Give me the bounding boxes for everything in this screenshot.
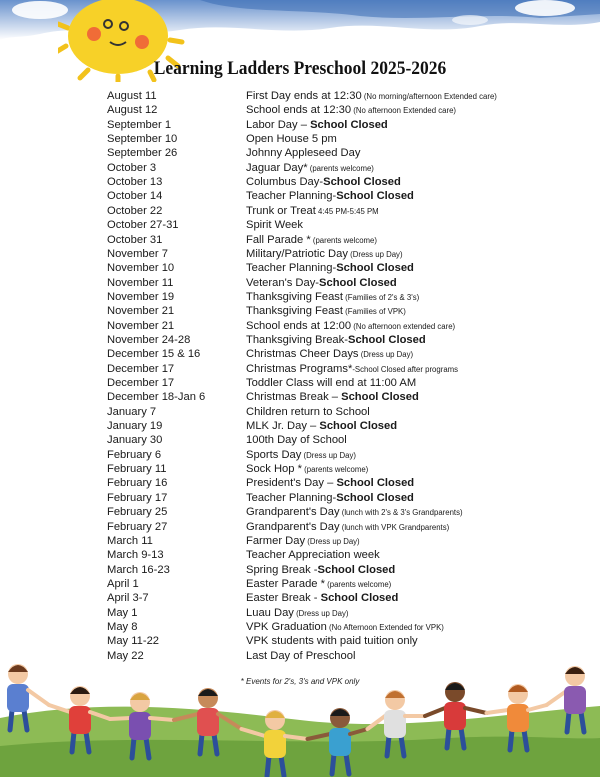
calendar-row (0, 218, 600, 232)
event-date: October 14 (107, 190, 163, 203)
event-title: VPK students with paid tuition only (246, 635, 418, 648)
event-date: October 27-31 (107, 219, 179, 232)
page-title: Learning Ladders Preschool 2025-2026 (153, 58, 447, 79)
event-title: Teacher Planning- (246, 190, 337, 203)
calendar-row (0, 419, 600, 433)
event-description (246, 233, 377, 248)
event-note: (Dress up Day) (305, 536, 360, 546)
event-date: March 16-23 (107, 563, 170, 576)
event-date: December 17 (107, 362, 175, 375)
event-title: Toddler Class will end at 11:00 AM (246, 377, 417, 389)
closed-label: School Closed (323, 176, 401, 189)
event-date: October 13 (107, 176, 163, 189)
calendar-row (0, 563, 600, 577)
calendar-row (0, 189, 600, 203)
event-note: (parents welcome) (307, 163, 374, 173)
event-title: Teacher Planning- (246, 491, 337, 504)
event-note: (No Afternoon Extended for VPK) (326, 622, 444, 632)
event-title: Luau Day (246, 606, 294, 619)
event-description (246, 132, 337, 146)
event-title: Spirit Week (246, 219, 303, 232)
event-description (246, 290, 419, 305)
calendar-row (0, 505, 600, 519)
event-description (246, 118, 388, 132)
calendar-row (0, 347, 600, 361)
event-note: (No afternoon Extended care) (351, 106, 457, 116)
event-date: August 12 (107, 104, 158, 117)
event-description (246, 476, 414, 490)
event-title: Farmer Day (246, 534, 306, 547)
event-description (246, 146, 360, 160)
event-note: (Families of 2's & 3's) (343, 292, 420, 302)
calendar-row (0, 161, 600, 175)
event-date: February 25 (107, 506, 168, 519)
event-description (246, 347, 413, 362)
event-description (246, 218, 303, 232)
event-description (246, 505, 463, 520)
event-date: November 10 (107, 262, 175, 275)
event-description (246, 189, 414, 203)
closed-label: School Closed (336, 491, 414, 504)
closed-label: School Closed (347, 333, 426, 346)
event-date: January 7 (107, 405, 157, 418)
event-note: (lunch with VPK Grandparents) (339, 522, 450, 532)
event-date: March 9-13 (107, 549, 164, 562)
event-date: May 11-22 (107, 635, 160, 648)
event-description (246, 261, 414, 275)
event-title: MLK Jr. Day – (246, 420, 320, 433)
event-note: (Dress up Day) (293, 608, 349, 618)
calendar-row (0, 175, 600, 189)
closed-label: School Closed (341, 391, 419, 404)
event-description (246, 577, 391, 592)
calendar-row (0, 548, 600, 562)
closed-label: School Closed (320, 592, 399, 605)
event-date: September 1 (107, 118, 172, 131)
closed-label: School Closed (319, 276, 397, 289)
event-title: Sock Hop * (246, 463, 302, 476)
event-date: October 3 (107, 161, 157, 174)
calendar-row (0, 261, 600, 275)
event-title: Grandparent's Day (246, 506, 340, 519)
calendar-row (0, 606, 600, 620)
calendar-row (0, 577, 600, 591)
event-description (246, 362, 458, 377)
closed-label: School Closed (336, 477, 415, 490)
calendar-row (0, 433, 600, 447)
calendar-row (0, 491, 600, 505)
event-date: August 11 (107, 90, 157, 102)
event-description (246, 462, 368, 477)
event-date: April 1 (107, 577, 139, 590)
event-title: Spring Break - (246, 563, 318, 576)
event-description (246, 520, 449, 535)
event-date: May 8 (107, 620, 138, 633)
calendar-row (0, 89, 600, 103)
event-note: (parents welcome) (301, 465, 369, 475)
calendar-row (0, 319, 600, 333)
event-title: Veteran's Day- (246, 276, 320, 289)
event-note: (Dress up Day) (347, 249, 403, 259)
event-date: February 6 (107, 448, 162, 461)
event-title: Easter Break - (246, 592, 321, 605)
closed-label: School Closed (317, 563, 396, 576)
event-date: March 11 (107, 534, 153, 547)
calendar-row (0, 462, 600, 476)
event-note: (Families of VPK) (343, 307, 406, 317)
calendar-row (0, 520, 600, 534)
event-description (246, 390, 419, 404)
event-title: Christmas Break – (246, 391, 342, 404)
event-date: May 22 (107, 649, 144, 662)
event-title: School ends at 12:00 (246, 319, 352, 332)
event-date: December 15 & 16 (107, 348, 201, 361)
event-title: Christmas Cheer Days (246, 348, 359, 361)
event-description (246, 548, 380, 562)
event-date: November 21 (107, 305, 175, 318)
children-illustration (0, 628, 600, 777)
event-title: Military/Patriotic Day (246, 247, 348, 260)
event-description (246, 89, 497, 104)
event-description (246, 204, 379, 219)
event-date: December 17 (107, 377, 175, 389)
event-note: (Dress up Day) (301, 450, 356, 460)
event-date: January 30 (107, 434, 163, 447)
event-title: Thanksgiving Feast (246, 290, 344, 303)
event-title: Last Day of Preschool (246, 649, 356, 662)
event-title: Thanksgiving Break- (246, 333, 348, 346)
event-date: November 24-28 (107, 333, 191, 346)
closed-label: School Closed (336, 190, 414, 203)
event-title: Christmas Programs* (246, 362, 353, 375)
event-title: Easter Parade * (246, 577, 325, 590)
calendar-row (0, 405, 600, 419)
event-title: Trunk or Treat (246, 204, 316, 217)
event-title: President's Day – (246, 477, 337, 490)
event-note: (lunch with 2's & 3's Grandparents) (339, 508, 463, 518)
event-description (246, 405, 370, 419)
event-title: Open House 5 pm (246, 133, 337, 146)
event-description (246, 276, 397, 290)
calendar-row (0, 591, 600, 605)
event-date: February 16 (107, 477, 168, 490)
event-title: Grandparent's Day (246, 520, 340, 533)
calendar-row (0, 118, 600, 132)
event-description (246, 491, 414, 505)
calendar-row (0, 362, 600, 376)
event-date: February 11 (107, 463, 167, 476)
event-title: Fall Parade * (246, 233, 311, 246)
event-note: (Dress up Day) (358, 350, 414, 360)
event-title: Columbus Day- (246, 176, 324, 189)
closed-label: School Closed (310, 118, 388, 131)
event-title: 100th Day of School (246, 434, 347, 447)
event-date: October 22 (107, 204, 163, 217)
event-date: November 7 (107, 247, 168, 260)
event-date: November 21 (107, 319, 175, 332)
event-description (246, 333, 426, 347)
calendar-row (0, 304, 600, 318)
event-date: November 19 (107, 290, 175, 303)
event-title: Johnny Appleseed Day (246, 147, 361, 160)
event-description (246, 319, 455, 334)
calendar-row (0, 233, 600, 247)
event-note: -School Closed after programs (352, 364, 459, 374)
calendar-row (0, 247, 600, 261)
calendar-row (0, 146, 600, 160)
calendar-row (0, 276, 600, 290)
event-title: Labor Day – (246, 118, 311, 131)
calendar-row (0, 476, 600, 490)
calendar-row (0, 290, 600, 304)
event-description (246, 433, 347, 447)
event-description (246, 448, 356, 463)
event-description (246, 376, 416, 390)
event-date: September 26 (107, 147, 178, 160)
event-date: May 1 (107, 606, 138, 619)
event-title: Thanksgiving Feast (246, 305, 344, 318)
calendar-row (0, 132, 600, 146)
calendar-row (0, 204, 600, 218)
event-date: October 31 (107, 233, 163, 246)
event-date: January 19 (107, 420, 163, 433)
calendar-row (0, 534, 600, 548)
event-description (246, 304, 406, 319)
footnote: * Events for 2's, 3's and VPK only (240, 677, 360, 686)
event-title: Teacher Planning- (246, 262, 337, 275)
event-date: February 17 (107, 491, 168, 504)
calendar-row (0, 333, 600, 347)
event-title: School ends at 12:30 (246, 104, 352, 117)
event-date: April 3-7 (107, 592, 149, 605)
event-note: (parents welcome) (310, 235, 377, 245)
closed-label: School Closed (319, 420, 398, 433)
event-note: (No afternoon extended care) (351, 321, 456, 331)
calendar-row (0, 390, 600, 404)
calendar-row (0, 448, 600, 462)
event-note: 4:45 PM-5:45 PM (315, 206, 379, 216)
event-description (246, 175, 401, 189)
event-description (246, 419, 397, 433)
event-description (246, 563, 395, 577)
event-date: September 10 (107, 133, 178, 146)
event-note: (parents welcome) (324, 579, 392, 589)
closed-label: School Closed (336, 262, 414, 275)
event-description (246, 606, 349, 621)
event-date: December 18-Jan 6 (107, 391, 206, 404)
event-date: November 11 (107, 276, 174, 289)
event-title: Sports Day (246, 448, 302, 461)
event-title: Children return to School (246, 405, 370, 418)
event-description (246, 103, 456, 118)
event-description (246, 161, 374, 176)
calendar-row (0, 376, 600, 390)
event-description (246, 534, 360, 549)
event-title: First Day ends at 12:30 (246, 90, 362, 102)
event-title: Teacher Appreciation week (246, 549, 380, 562)
event-note: (No morning/afternoon Extended care) (361, 92, 497, 101)
event-title: VPK Graduation (246, 620, 327, 633)
calendar-row (0, 103, 600, 117)
event-description (246, 591, 398, 605)
event-description (246, 247, 403, 262)
event-date: February 27 (107, 520, 168, 533)
event-title: Jaguar Day* (246, 161, 308, 174)
